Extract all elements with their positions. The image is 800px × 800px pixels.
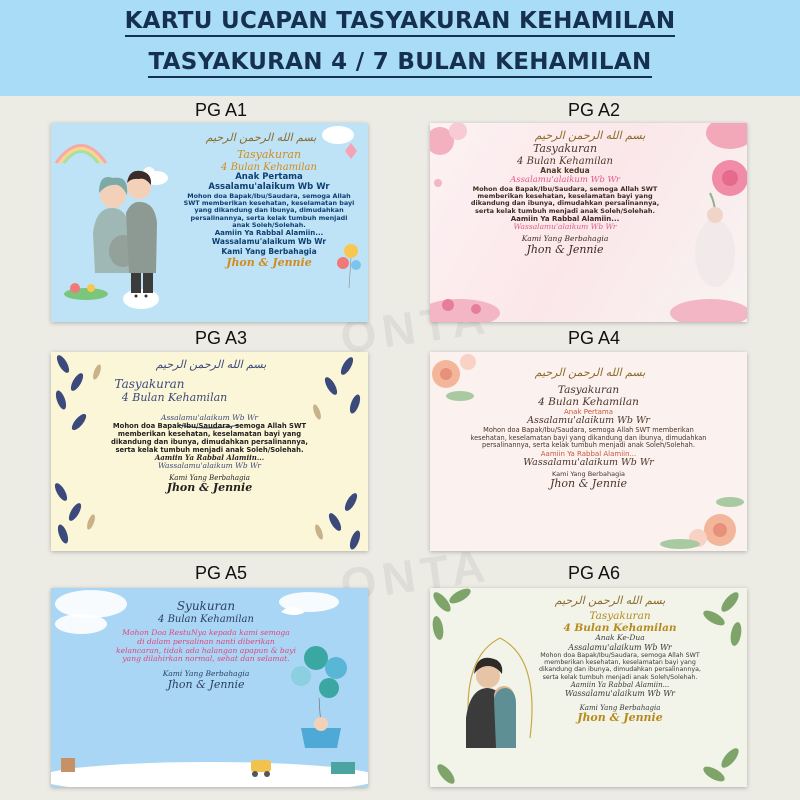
card-names: Jhon & Jennie xyxy=(526,242,604,256)
card-body-line: Mohon doa Bapak/Ibu/Saudara, semoga Allah xyxy=(187,191,351,200)
card-signoff: Kami Yang Berbahagia xyxy=(521,234,609,244)
card-prayer: Aamiin Ya Rabbal Alamiin... xyxy=(154,453,265,463)
card-closing: Wassalamu'alaikum Wb Wr xyxy=(565,688,675,698)
card-label-a1: PG A1 xyxy=(194,100,248,120)
card-body-line: persalinannya, serta kelak tumbuh menjadi xyxy=(190,213,348,222)
card-body-line: Mohon doa Bapak/Ibu/Saudara, semoga Allah SWT memberikan xyxy=(483,426,694,435)
card-body-line: yang dilahirkan normal, sehat dan selamat. xyxy=(122,654,290,664)
card-body-line: memberikan kesehatan, keselamatan bayi yang xyxy=(544,659,696,667)
card-body-line: Mohon doa Bapak/Ibu/Saudara, semoga Allah SWT xyxy=(540,651,700,659)
card-child-order: Anak Pertama xyxy=(235,172,303,183)
card-subtitle: 4 Bulan Kehamilan xyxy=(121,390,228,404)
card-body-line: kesehatan, keselamatan bayi yang dikandung dan ibunya, dimudahkan xyxy=(470,433,707,442)
card-body-line: Mohon doa Bapak/Ibu/Saudara, semoga Allah SWT xyxy=(112,422,307,431)
card-title: Tasyakuran xyxy=(236,148,302,161)
card-body-line: memberikan kesehatan, keselamatan bayi yang xyxy=(117,429,302,438)
card-body-line: memberikan kesehatan, keselamatan bayi yang xyxy=(477,192,653,200)
card-closing: Wassalamu'alaikum Wb Wr xyxy=(513,222,617,232)
header-banner xyxy=(0,0,800,96)
card-prayer: Aamiin Ya Rabbal Alamiin... xyxy=(214,229,324,238)
card-title: Syukuran xyxy=(176,599,236,613)
card-signoff: Kami Yang Berbahagia xyxy=(162,669,250,679)
card-body-line: serta kelak tumbuh menjadi anak Soleh/Solehah. xyxy=(115,445,304,454)
card-label-a4: PG A4 xyxy=(567,328,621,348)
card-greeting: Assalamu'alaikum Wb Wr xyxy=(568,642,672,652)
watermark: ONTA xyxy=(337,290,494,364)
card-child-order: Anak kedua xyxy=(540,166,590,176)
card-signoff: Kami Yang Berbahagia xyxy=(169,473,250,482)
card-a3[interactable] xyxy=(51,352,368,551)
card-subtitle: 4 Bulan Kehamilan xyxy=(158,613,254,625)
card-body-line: di dalam persalinan nanti diberikan xyxy=(137,637,275,647)
card-body-line: dikandung dan ibunya, dimudahkan persalinannya, xyxy=(539,666,701,674)
card-subtitle: 4 Bulan Kehamilan xyxy=(221,161,317,173)
card-closing: Wassalamu'alaikum Wb Wr xyxy=(211,236,327,246)
card-subtitle: 4 Bulan Kehamilan xyxy=(563,622,677,635)
card-prayer: Aamiin Ya Rabbal Alamiin... xyxy=(540,449,637,458)
card-body-line: Mohon Doa RestuNya kepada kami semoga xyxy=(122,628,290,638)
card-body-line: serta kelak tumbuh menjadi anak Soleh/Solehah. xyxy=(475,206,655,215)
header-title-line1: KARTU UCAPAN TASYAKURAN KEHAMILAN xyxy=(125,8,676,37)
card-names: Jhon & Jennie xyxy=(549,477,628,491)
card-body-line: yang dikandung dan ibunya, dimudahkan xyxy=(194,206,344,215)
card-signoff: Kami Yang Berbahagia xyxy=(579,704,661,713)
card-body-line: SWT memberikan kesehatan, keselamatan bayi xyxy=(183,199,355,208)
card-a4[interactable] xyxy=(430,352,747,551)
card-subtitle: 4 Bulan Kehamilan xyxy=(517,155,613,167)
card-label-a2: PG A2 xyxy=(567,100,621,120)
card-body-line: dikandung dan ibunya, dimudahkan persalinannya, xyxy=(111,437,308,446)
card-subtitle: 4 Bulan Kehamilan xyxy=(538,396,639,409)
calligraphy-basmalah: بسم الله الرحمن الرحيم xyxy=(554,594,666,607)
card-a1[interactable] xyxy=(51,123,368,322)
card-signoff: Kami Yang Berbahagia xyxy=(221,247,317,257)
watermark: ONTA xyxy=(337,538,494,612)
card-body-line: Mohon doa Bapak/Ibu/Saudara, semoga Allah SWT xyxy=(472,184,658,193)
card-names: Jhon & Jennie xyxy=(166,481,253,495)
card-child-order: Anak Pertama xyxy=(563,408,614,417)
card-body-line: kelancaran, tidak ada halangan apapun & bayi xyxy=(115,645,297,655)
card-greeting: Assalamu'alaikum Wb Wr xyxy=(161,413,258,423)
calligraphy-basmalah: بسم الله الرحمن الرحيم xyxy=(534,366,646,379)
card-greeting: Assalamu'alaikum Wb Wr xyxy=(527,415,650,427)
card-body-line: serta kelak tumbuh menjadi anak Soleh/Solehah. xyxy=(542,673,698,681)
card-closing: Wassalamu'alaikum Wb Wr xyxy=(523,456,654,468)
card-title: Tasyakuran xyxy=(589,610,651,622)
card-greeting: Assalamu'alaikum Wb Wr xyxy=(510,174,620,185)
card-child-order: Anak Ke-Dua xyxy=(595,633,645,643)
card-title: Tasyakuran xyxy=(532,142,598,155)
card-body-line: persalinannya, serta kelak tumbuh menjadi anak Soleh/Solehah. xyxy=(482,441,695,450)
card-prayer: Aamiin Ya Rabbal Alamiin... xyxy=(570,680,670,689)
card-title: Tasyakuran xyxy=(114,377,185,391)
card-body-line: dikandung dan ibunya, dimudahkan persalinannya, xyxy=(470,199,660,208)
card-title: Tasyakuran xyxy=(557,384,620,396)
header-title-line2: TASYAKURAN 4 / 7 BULAN KEHAMILAN xyxy=(148,49,651,78)
card-prayer: Aamiin Ya Rabbal Alamiin... xyxy=(510,215,620,224)
card-names: Jhon & Jennie xyxy=(226,255,312,269)
card-names: Jhon & Jennie xyxy=(577,711,663,725)
card-names: Jhon & Jennie xyxy=(167,677,245,691)
card-label-a3: PG A3 xyxy=(194,328,248,348)
card-signoff: Kami Yang Berbahagia xyxy=(552,469,625,478)
calligraphy-basmalah: بسم الله الرحمن الرحيم xyxy=(155,358,267,371)
card-a2[interactable] xyxy=(430,123,747,322)
card-closing: Wassalamu'alaikum Wb Wr xyxy=(157,461,262,471)
card-a6[interactable] xyxy=(430,588,747,787)
card-a5[interactable] xyxy=(51,588,368,787)
calligraphy-basmalah: بسم الله الرحمن الرحيم xyxy=(534,129,646,142)
card-body-line: anak Soleh/Solehah. xyxy=(232,221,306,230)
card-greeting: Assalamu'alaikum Wb Wr xyxy=(208,181,330,192)
card-label-a5: PG A5 xyxy=(194,563,248,583)
calligraphy-basmalah: بسم الله الرحمن الرحيم xyxy=(205,131,317,144)
card-label-a6: PG A6 xyxy=(567,563,621,583)
